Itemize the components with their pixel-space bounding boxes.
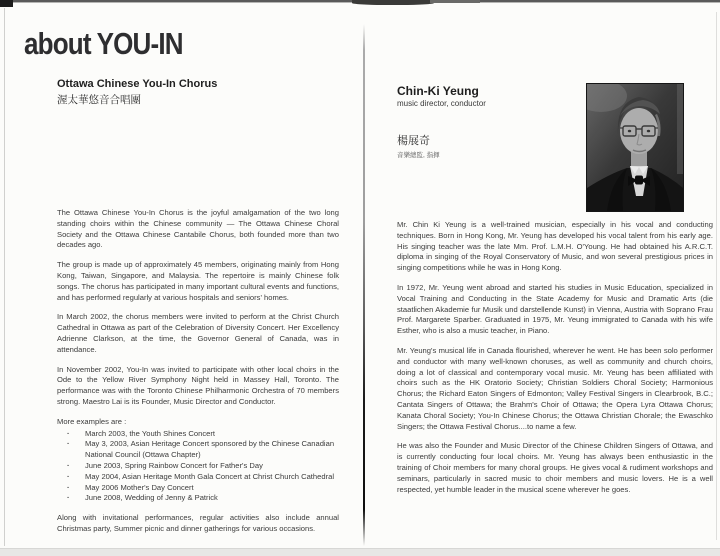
- example-item: · June 2003, Spring Rainbow Concert for Father's Day: [57, 461, 339, 472]
- examples-intro: More examples are :: [57, 416, 127, 426]
- chorus-paragraph-3: In March 2002, the chorus members were invited to perform at the Christ Church Cathedral in Ottawa as part of the Celebration of Diversity Concert. Her Excellency Adrienne Clarkson, at the time, the Governor General of Canada, was in attendance.: [57, 312, 339, 354]
- scan-top-notch: [352, 0, 434, 5]
- conductor-role-english: music director, conductor: [397, 99, 486, 108]
- conductor-name-english: Chin-Ki Yeung: [397, 84, 479, 98]
- portrait-illustration: [587, 84, 683, 211]
- chorus-name-chinese: 渥太華悠音合唱團: [57, 94, 141, 106]
- chorus-paragraph-1: The Ottawa Chinese You-In Chorus is the joyful amalgamation of the two long standing choirs within the Chinese community — The Ottawa Chinese Choral Society and the Ottawa Chinese Cantabile Chorus, both founded more than two decades ago.: [57, 208, 339, 250]
- book-spine-gutter: [363, 24, 365, 546]
- examples-list: [57, 429, 339, 505]
- scan-left-edge: [4, 8, 5, 546]
- conductor-name-chinese: 楊展奇: [397, 135, 430, 147]
- scan-bottom-edge: [0, 548, 720, 556]
- example-item: · May 2004, Asian Heritage Month Gala Concert at Christ Church Cathedral: [57, 472, 339, 483]
- chorus-closing-paragraph: Along with invitational performances, regular activities also include annual Christmas party, Summer picnic and dinner gatherings for various occasions.: [57, 513, 339, 533]
- chorus-heading-block: [57, 78, 339, 107]
- example-item: · May 3, 2003, Asian Heritage Concert sponsored by the Chinese Canadian National Council (Ottawa Chapter): [57, 439, 339, 461]
- right-page-body: [397, 220, 713, 504]
- bio-paragraph-4: He was also the Founder and Music Director of the Chinese Children Singers of Ottawa, and is currently conducting four local choirs. Mr. Yeung has always been enthusiastic in the training of Choir members for many choral groups. He gives vocal & rudiment workshops and seminars, particularly in sacred music to choir members and music lovers. He is a well respected, yet humble leader in the musical scene wherever he goes.: [397, 441, 713, 494]
- conductor-header-block: [397, 84, 713, 220]
- conductor-portrait-photo: [586, 83, 684, 212]
- scan-corner-mark: [0, 0, 13, 7]
- left-page: [57, 78, 339, 533]
- page-title: about YOU-IN: [24, 26, 183, 61]
- chorus-paragraph-2: The group is made up of approximately 45 members, originating mainly from Hong Kong, Taiwan, Singapore, and Malaysia. The repertoire is mainly Chinese folk songs. The chorus has participated in many important cultural events and functions, and has performed regularly at various hospitals and seniors' homes.: [57, 260, 339, 302]
- scan-top-notch-secondary: [430, 0, 480, 3]
- example-item: · March 2003, the Youth Shines Concert: [57, 429, 339, 440]
- bio-paragraph-1: Mr. Chin Ki Yeung is a well-trained musician, especially in his vocal and conducting techniques. Born in Hong Kong, Mr. Yeung has developed his vocal talent from his early age. His singing teacher was the late Mm. Prof. L.M.H. O'Young. He had obtained his A.R.C.T. diploma in singing of the Royal Conservatory of Music, and won several prestigious prices in singing competitions while he was in Hong Kong.: [397, 220, 713, 273]
- conductor-role-chinese: 音樂總監, 指揮: [397, 152, 440, 159]
- right-page: [397, 84, 713, 494]
- bio-paragraph-2: In 1972, Mr. Yeung went abroad and started his studies in Music Education, specialized in Vocal Training and Conducting in the State Academy for Music and Dramatic Arts (die staatlichen Akademie fur Musik und darstellende Kunst) in Vienna, Austria with Soprano Frau Prof. Margarete Sparber. Graduated in 1975, Mr. Yeung immigrated to Canada with his wife Esther, who is also a music teacher, in Piano.: [397, 282, 713, 336]
- scan-right-edge: [716, 12, 717, 540]
- bio-paragraph-3: Mr. Yeung's musical life in Canada flourished, wherever he went. He has been solo performer and conductor with many well-known choruses, as well as community and church choirs, doing a lot of classical and contemporary vocal music. Mr. Yeung has been affiliated with choirs such as the HK Oratorio Society; Christian Soldiers Choral Society; Harmonious Chorus; the Richard Eaton Singers of Edmonton; Valley Festival Singers in Clearbrook, B.C.; Cantata Singers of Ottawa; the Brahm's Choir of Ottawa; the Opera Lyra Ottawa Chorus; Kanata Choral Society; You-In Chinese Chorus; the Ottawa Christian Chorale; the Ewaschko Singers; the Ottawa Festival Chorus....to name a few.: [397, 345, 713, 431]
- example-item: · June 2008, Wedding of Jenny & Patrick: [57, 493, 339, 504]
- left-page-body: [57, 208, 339, 544]
- chorus-name-english: Ottawa Chinese You-In Chorus: [57, 78, 218, 90]
- example-item: · May 2006 Mother's Day Concert: [57, 483, 339, 494]
- chorus-paragraph-4: In November 2002, You-In was invited to participate with other local choirs in the Ode to the Yellow River Symphony Night held in Massey Hall, Toronto. The performance was with the Toronto Chinese Philharmonic Orchestra of 70 members strong. Maestro Lai is its Founder, Music Director and Conductor.: [57, 364, 339, 406]
